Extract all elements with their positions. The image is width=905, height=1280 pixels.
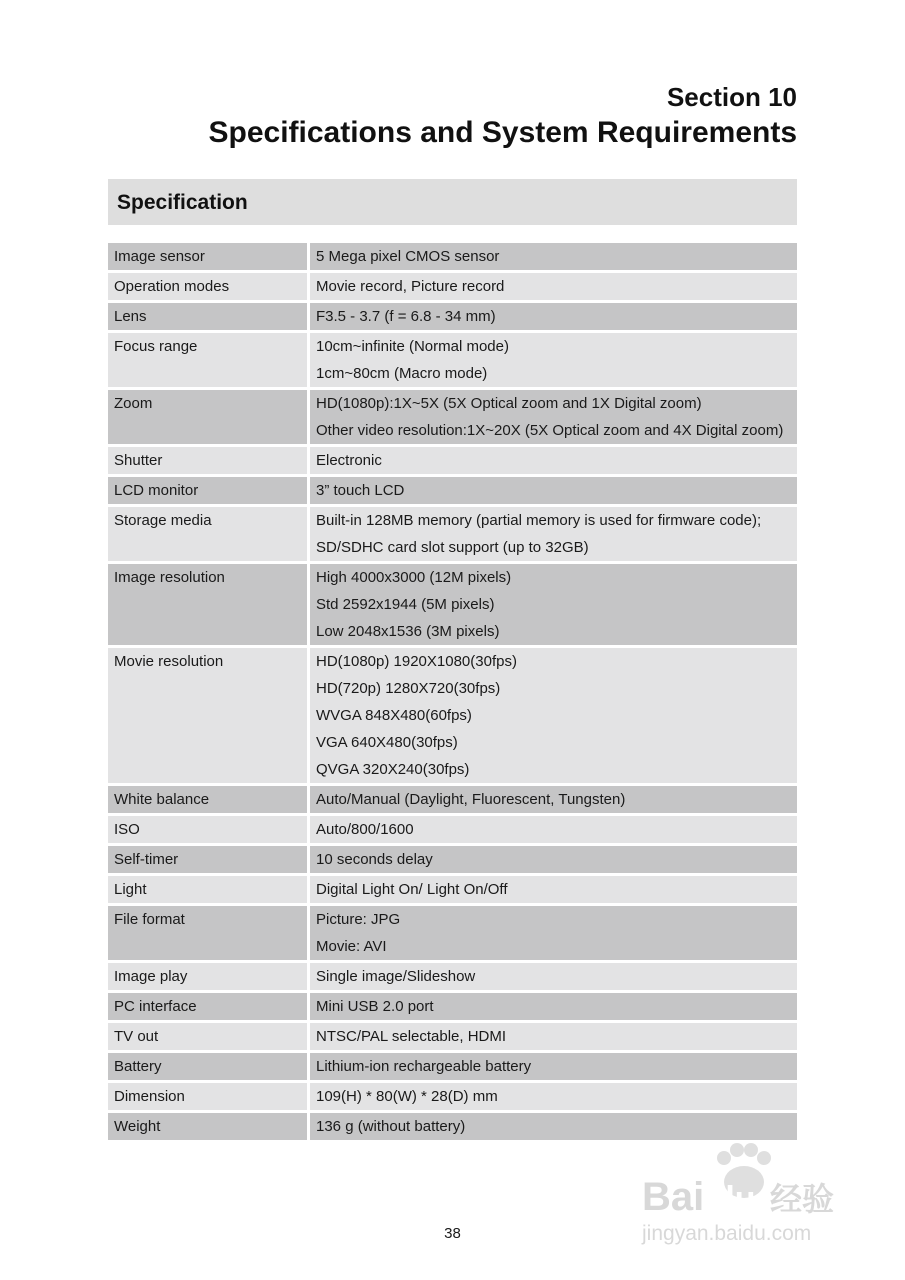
spec-value-line: HD(1080p):1X~5X (5X Optical zoom and 1X Digital zoom) [316, 395, 702, 412]
spec-value-line: Lithium-ion rechargeable battery [316, 1058, 532, 1075]
spec-value-cell [310, 477, 797, 504]
spec-value-line: Std 2592x1944 (5M pixels) [316, 596, 495, 613]
spec-value-line: Auto/Manual (Daylight, Fluorescent, Tungsten) [316, 791, 626, 808]
spec-label: Focus range [108, 333, 307, 387]
spec-row [108, 816, 797, 843]
spec-label: File format [108, 906, 307, 960]
spec-value-line: 136 g (without battery) [316, 1118, 466, 1135]
spec-value-line: Picture: JPG [316, 911, 401, 928]
spec-row [108, 273, 797, 300]
spec-label: White balance [108, 786, 307, 813]
specification-table [108, 240, 797, 1143]
spec-value-cell [310, 447, 797, 474]
spec-value-cell [310, 1053, 797, 1080]
spec-value-line: QVGA 320X240(30fps) [316, 761, 470, 778]
spec-label: Battery [108, 1053, 307, 1080]
spec-row [108, 333, 797, 387]
spec-value-line: Electronic [316, 452, 382, 469]
spec-label: Zoom [108, 390, 307, 444]
spec-value-cell [310, 273, 797, 300]
spec-value-cell [310, 648, 797, 783]
spec-label: LCD monitor [108, 477, 307, 504]
spec-row [108, 477, 797, 504]
spec-label: Weight [108, 1113, 307, 1140]
spec-value-line: HD(1080p) 1920X1080(30fps) [316, 653, 517, 670]
spec-row [108, 1023, 797, 1050]
specification-table-body [108, 243, 797, 1140]
page-title: Specifications and System Requirements [208, 116, 797, 149]
spec-value-line: SD/SDHC card slot support (up to 32GB) [316, 539, 589, 556]
spec-row [108, 648, 797, 783]
spec-row [108, 846, 797, 873]
spec-row [108, 993, 797, 1020]
spec-value-cell [310, 564, 797, 645]
spec-row [108, 906, 797, 960]
spec-value-line: Single image/Slideshow [316, 968, 476, 985]
spec-label: Image sensor [108, 243, 307, 270]
spec-label: Light [108, 876, 307, 903]
spec-label: Shutter [108, 447, 307, 474]
spec-label: Lens [108, 303, 307, 330]
spec-value-line: Other video resolution:1X~20X (5X Optical zoom and 4X Digital zoom) [316, 422, 784, 439]
spec-value-line: Low 2048x1536 (3M pixels) [316, 623, 500, 640]
spec-label: TV out [108, 1023, 307, 1050]
spec-value-cell [310, 1023, 797, 1050]
specification-banner: Specification [108, 179, 797, 225]
section-number: Section 10 [666, 82, 797, 112]
page-header [208, 80, 797, 152]
spec-value-line: WVGA 848X480(60fps) [316, 707, 472, 724]
spec-label: Image resolution [108, 564, 307, 645]
spec-row [108, 243, 797, 270]
spec-value-line: 10 seconds delay [316, 851, 433, 868]
spec-value-line: 5 Mega pixel CMOS sensor [316, 248, 500, 265]
spec-row [108, 447, 797, 474]
spec-row [108, 564, 797, 645]
spec-value-cell [310, 507, 797, 561]
spec-row [108, 1113, 797, 1140]
svg-text:Bai: Bai [642, 1175, 705, 1219]
spec-label: Storage media [108, 507, 307, 561]
spec-value-line: High 4000x3000 (12M pixels) [316, 569, 512, 586]
spec-row [108, 963, 797, 990]
svg-text:du: du [714, 1180, 756, 1218]
spec-row [108, 1083, 797, 1110]
spec-value-cell [310, 876, 797, 903]
spec-label: Self-timer [108, 846, 307, 873]
spec-value-line: 3” touch LCD [316, 482, 405, 499]
spec-value-line: 109(H) * 80(W) * 28(D) mm [316, 1088, 498, 1105]
spec-row [108, 1053, 797, 1080]
spec-value-cell [310, 1083, 797, 1110]
spec-value-line: VGA 640X480(30fps) [316, 734, 458, 751]
spec-value-line: 1cm~80cm (Macro mode) [316, 365, 488, 382]
spec-value-cell [310, 963, 797, 990]
spec-label: Image play [108, 963, 307, 990]
spec-label: Operation modes [108, 273, 307, 300]
spec-label: ISO [108, 816, 307, 843]
spec-value-line: Digital Light On/ Light On/Off [316, 881, 508, 898]
spec-value-line: Movie record, Picture record [316, 278, 505, 295]
spec-value-cell [310, 390, 797, 444]
spec-value-line: Movie: AVI [316, 938, 387, 955]
spec-label: PC interface [108, 993, 307, 1020]
spec-value-cell [310, 243, 797, 270]
spec-row [108, 507, 797, 561]
spec-value-line: NTSC/PAL selectable, HDMI [316, 1028, 507, 1045]
spec-value-line: HD(720p) 1280X720(30fps) [316, 680, 501, 697]
spec-value-cell [310, 303, 797, 330]
spec-value-cell [310, 786, 797, 813]
spec-row [108, 390, 797, 444]
spec-value-line: Mini USB 2.0 port [316, 998, 434, 1015]
baidu-watermark-logo [640, 1140, 855, 1250]
spec-value-cell [310, 1113, 797, 1140]
spec-value-line: Built-in 128MB memory (partial memory is used for firmware code); [316, 512, 762, 529]
spec-value-cell [310, 993, 797, 1020]
spec-label: Dimension [108, 1083, 307, 1110]
spec-value-line: 10cm~infinite (Normal mode) [316, 338, 509, 355]
spec-value-cell [310, 906, 797, 960]
spec-value-cell [310, 816, 797, 843]
svg-text:经验: 经验 [770, 1180, 835, 1218]
spec-row [108, 786, 797, 813]
spec-label: Movie resolution [108, 648, 307, 783]
spec-row [108, 876, 797, 903]
spec-value-line: Auto/800/1600 [316, 821, 414, 838]
svg-text:jingyan.baidu.com: jingyan.baidu.com [642, 1222, 812, 1245]
spec-row [108, 303, 797, 330]
spec-value-cell [310, 333, 797, 387]
spec-value-cell [310, 846, 797, 873]
spec-value-line: F3.5 - 3.7 (f = 6.8 - 34 mm) [316, 308, 496, 325]
page-number: 38 [444, 1225, 461, 1242]
